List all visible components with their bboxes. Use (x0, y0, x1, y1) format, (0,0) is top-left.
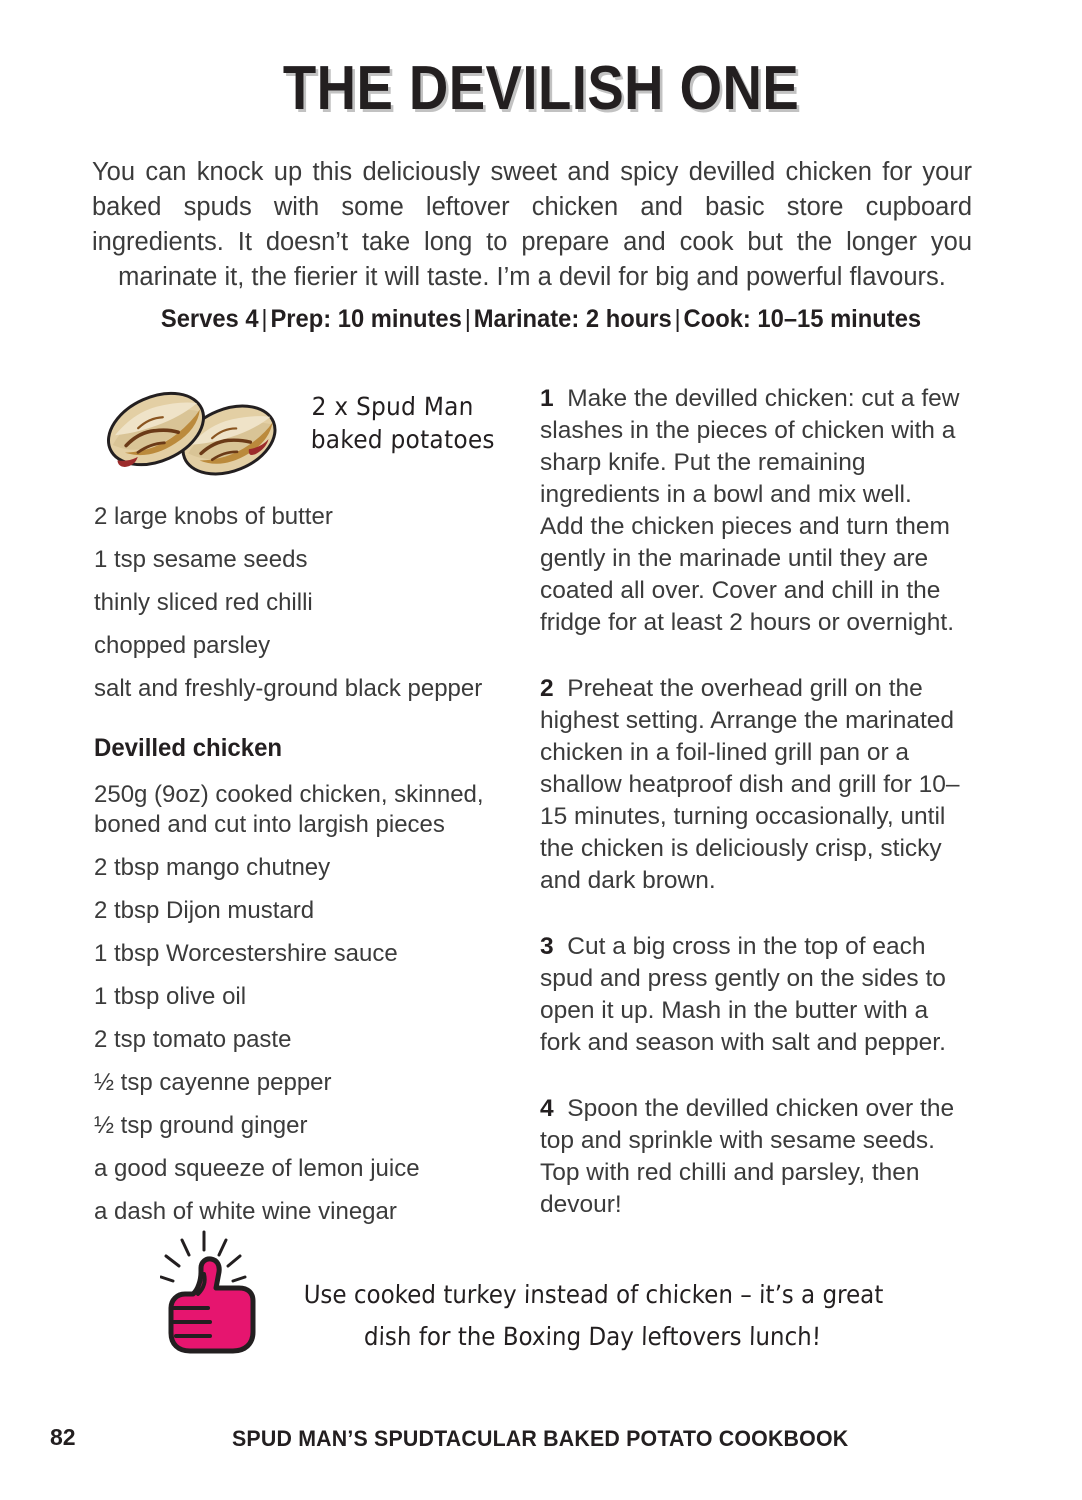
method-step (540, 1093, 960, 1221)
step-text: Make the devilled chicken: cut a few slashes in the pieces of chicken with a sharp knife. Put the remaining ingredients in a bowl and mix well. Add the chicken pieces and turn them gently in the marinade until they are coated all over. Cover and chill in the fridge for at least 2 hours or overnight. (540, 385, 960, 636)
book-title: SPUD MAN’S SPUDTACULAR BAKED POTATO COOKBOOK (232, 1426, 849, 1451)
spud-label-line1: 2 x Spud Man (311, 392, 475, 421)
thumbs-up-icon (160, 1228, 265, 1356)
ingredient-item: 1 tsp sesame seeds (94, 546, 308, 573)
step-number: 4 (540, 1095, 554, 1122)
recipe-intro-text: You can knock up this deliciously sweet and spicy devilled chicken for your baked spuds with some leftover chicken and basic store cupboard ingredients. It doesn’t take long to prepare and cook but the longer you marinate it, the fierier it will taste. I’m a devil for big and powerful flavours. (92, 158, 972, 291)
ingredient-item: 2 large knobs of butter (94, 503, 333, 530)
page-title: THE DEVILISH ONE (282, 54, 800, 123)
tip-text-line2: dish for the Boxing Day leftovers lunch! (363, 1322, 822, 1351)
step-text: Preheat the overhead grill on the highest setting. Arrange the marinated chicken in a foil-lined grill pan or a shallow heatproof dish and grill for 10–15 minutes, turning occasionally, until the chicken is deliciously crisp, sticky and dark brown. (540, 675, 960, 894)
step-number: 1 (540, 385, 554, 412)
ingredient-item: ½ tsp ground ginger (94, 1112, 308, 1139)
step-number: 2 (540, 675, 554, 702)
ingredient-item: 250g (9oz) cooked chicken, skinned, boned and cut into largish pieces (94, 781, 484, 838)
tip-callout (160, 1228, 920, 1358)
ingredient-item: 1 tbsp olive oil (94, 983, 247, 1010)
meta-separator: | (464, 305, 471, 333)
main-ingredients-list (94, 502, 506, 704)
page-footer (0, 1424, 1082, 1458)
method-step (540, 931, 960, 1059)
method-step (540, 383, 960, 639)
spud-header (94, 378, 506, 486)
ingredient-item: 2 tbsp mango chutney (94, 854, 331, 881)
ingredient-item: 1 tbsp Worcestershire sauce (94, 940, 398, 967)
ingredient-item: a good squeeze of lemon juice (94, 1155, 420, 1182)
meta-prep: Prep: 10 minutes (270, 305, 462, 333)
tip-text-line1: Use cooked turkey instead of chicken – it’s a great (303, 1280, 884, 1309)
ingredient-item: salt and freshly-ground black pepper (94, 675, 483, 702)
baked-potatoes-illustration (94, 382, 294, 482)
spud-label-line2: baked potatoes (310, 425, 496, 454)
ingredient-item: 2 tsp tomato paste (94, 1026, 292, 1053)
ingredient-item: a dash of white wine vinegar (94, 1198, 397, 1225)
ingredients-column (94, 378, 506, 1240)
spud-label (310, 390, 498, 456)
ingredient-item: 2 tbsp Dijon mustard (94, 897, 315, 924)
chicken-ingredients-list (94, 780, 506, 1227)
meta-cook: Cook: 10–15 minutes (683, 305, 922, 333)
step-text: Cut a big cross in the top of each spud and press gently on the sides to open it up. Mash in the butter with a fork and season with salt and pepper. (540, 933, 946, 1056)
ingredient-item: ½ tsp cayenne pepper (94, 1069, 332, 1096)
recipe-meta-line (27, 305, 1055, 334)
subsection-heading: Devilled chicken (94, 734, 283, 762)
meta-separator: | (261, 305, 268, 333)
method-column (540, 383, 960, 1255)
step-text: Spoon the devilled chicken over the top and sprinkle with sesame seeds. Top with red chilli and parsley, then devour! (540, 1095, 955, 1218)
ingredient-item: thinly sliced red chilli (94, 589, 313, 616)
meta-marinate: Marinate: 2 hours (473, 305, 672, 333)
recipe-intro (92, 155, 972, 295)
page-number: 82 (50, 1424, 76, 1450)
ingredient-item: chopped parsley (94, 632, 271, 659)
meta-serves: Serves 4 (160, 305, 259, 333)
step-number: 3 (540, 933, 554, 960)
method-step (540, 673, 960, 897)
tip-text (292, 1274, 894, 1358)
meta-separator: | (674, 305, 681, 333)
